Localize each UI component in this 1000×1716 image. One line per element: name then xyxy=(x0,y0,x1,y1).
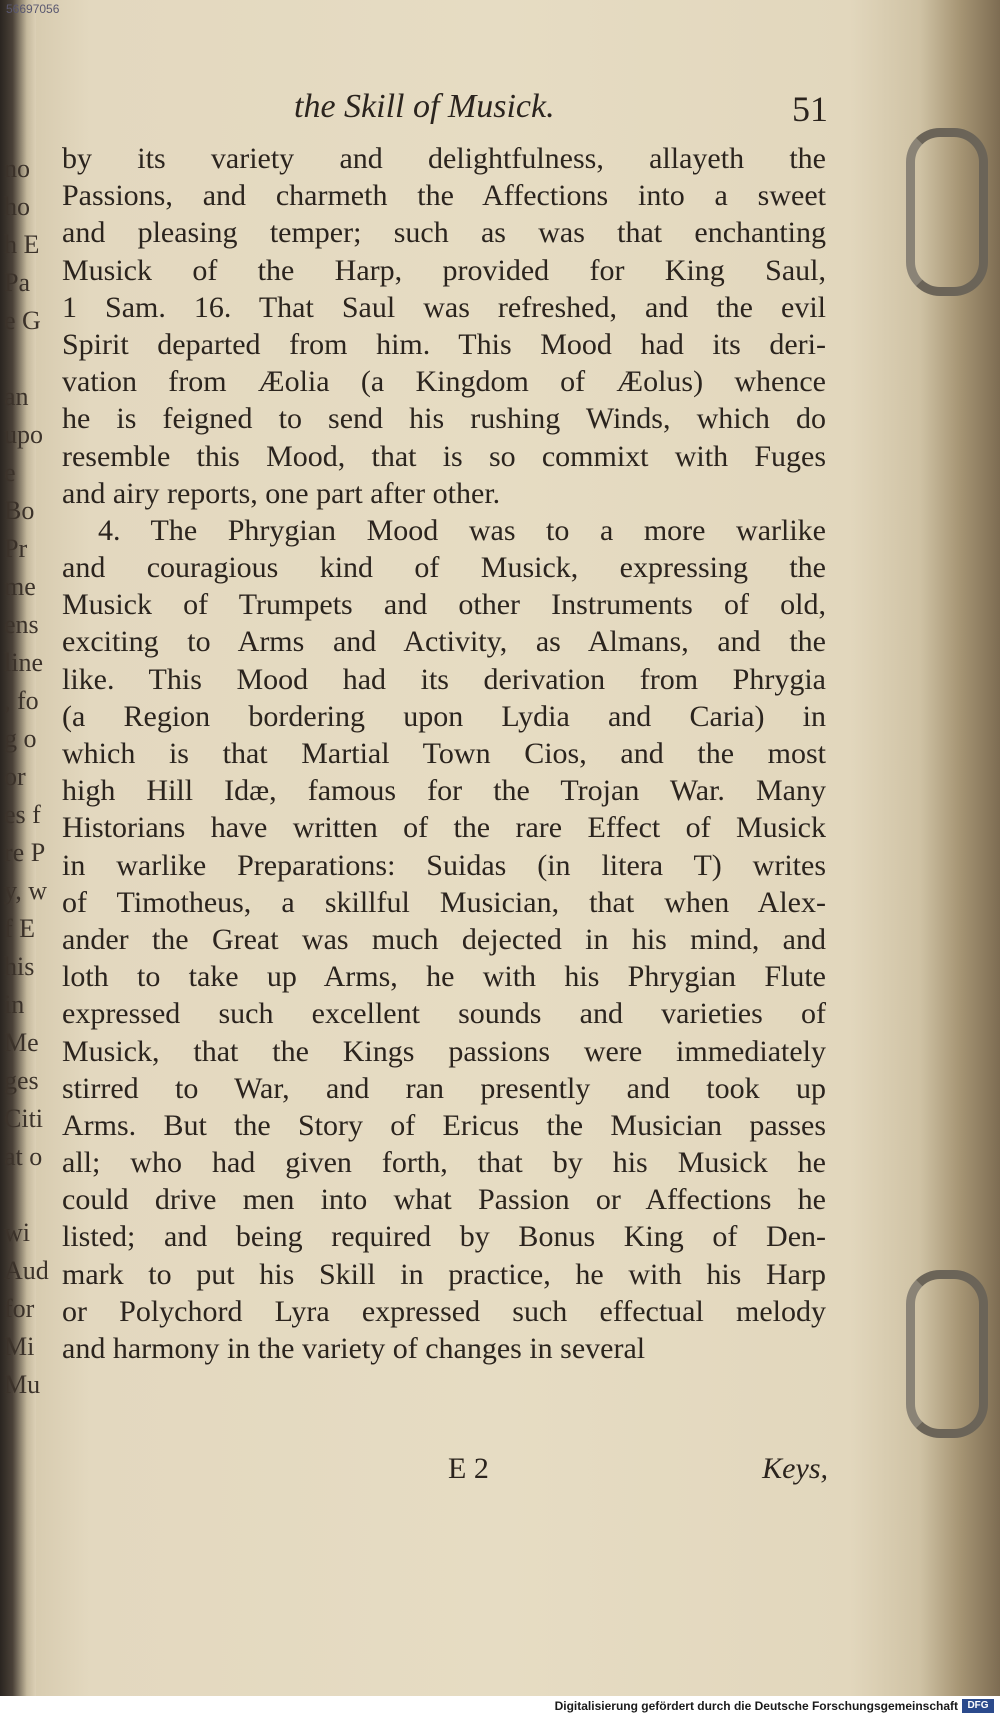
text-line: and airy reports, one part after other. xyxy=(62,476,501,510)
text-line: vation from Æolia (a Kingdom of Æolus) whence xyxy=(62,365,826,399)
text-line: 4. The Phrygian Mood was to a more warlike xyxy=(98,513,826,547)
funding-credit: Digitalisierung gefördert durch die Deutsche Forschungsgemeinschaft xyxy=(554,1699,958,1713)
text-line: Musick of Trumpets and other Instruments of old, xyxy=(62,588,826,622)
facing-page-text: no ho h E Pa e G an upo e Bo Pr me ens line , fo g o or es f re P y, w f E his in Me ges Citi at wi Aud for Mi Mu xyxy=(4,154,49,1399)
clip-icon xyxy=(906,128,988,296)
text-line: could drive men into what Passion or Affections he xyxy=(62,1183,826,1217)
text-line: or Polychord Lyra expressed such effectual melody xyxy=(62,1294,826,1328)
catchword: Keys, xyxy=(762,1452,828,1485)
text-line: ander the Great was much dejected in his mind, and xyxy=(62,922,826,956)
text-line: Spirit departed from him. This Mood had its deri- xyxy=(62,327,826,361)
text-line: of Timotheus, a skillful Musician, that when Alex- xyxy=(62,885,826,919)
text-line: 1 Sam. 16. That Saul was refreshed, and the evil xyxy=(62,290,826,324)
text-line: and couragious kind of Musick, expressing the xyxy=(62,551,826,585)
page-footer xyxy=(58,1452,828,1492)
body-text xyxy=(62,140,826,1367)
text-line: Historians have written of the rare Effect of Musick xyxy=(62,811,826,845)
text-line: all; who had given forth, that by his Musick he xyxy=(62,1146,826,1180)
dfg-logo: DFG xyxy=(962,1699,994,1713)
text-line: (a Region bordering upon Lydia and Caria) in xyxy=(62,699,826,733)
credit-bar xyxy=(0,1696,1000,1716)
text-line: and harmony in the variety of changes in several xyxy=(62,1332,646,1365)
text-line: and pleasing temper; such as was that enchanting xyxy=(62,216,826,250)
text-line: Passions, and charmeth the Affections into a sweet xyxy=(62,179,826,213)
text-line: by its variety and delightfulness, allayeth the xyxy=(62,142,826,175)
page-header xyxy=(58,88,828,128)
text-line: loth to take up Arms, he with his Phrygian Flute xyxy=(62,960,826,994)
running-title: the Skill of Musick. xyxy=(294,88,555,125)
clip-icon xyxy=(906,1270,988,1438)
text-line: listed; and being required by Bonus King of Den- xyxy=(62,1220,826,1254)
text-line: stirred to War, and ran presently and took up xyxy=(62,1071,826,1105)
text-line: exciting to Arms and Activity, as Almans, and the xyxy=(62,625,826,659)
text-line: in warlike Preparations: Suidas (in litera T) writes xyxy=(62,848,826,882)
page-number: 51 xyxy=(792,89,828,129)
text-line: high Hill Idæ, famous for the Trojan War. Many xyxy=(62,774,826,808)
text-line: Musick of the Harp, provided for King Saul, xyxy=(62,253,826,287)
text-line: which is that Martial Town Cios, and the most xyxy=(62,737,826,770)
text-line: like. This Mood had its derivation from Phrygia xyxy=(62,662,826,696)
text-line: Musick, that the Kings passions were immediately xyxy=(62,1034,826,1068)
library-stamp: 56697056 xyxy=(6,2,60,16)
text-line: resemble this Mood, that is so commixt with Fuges xyxy=(62,439,826,473)
text-line: he is feigned to send his rushing Winds, which do xyxy=(62,402,826,436)
text-line: expressed such excellent sounds and varieties of xyxy=(62,997,826,1031)
text-line: Arms. But the Story of Ericus the Musician passes xyxy=(62,1108,826,1142)
signature-mark: E 2 xyxy=(448,1452,489,1485)
text-line: mark to put his Skill in practice, he with his Harp xyxy=(62,1257,826,1291)
